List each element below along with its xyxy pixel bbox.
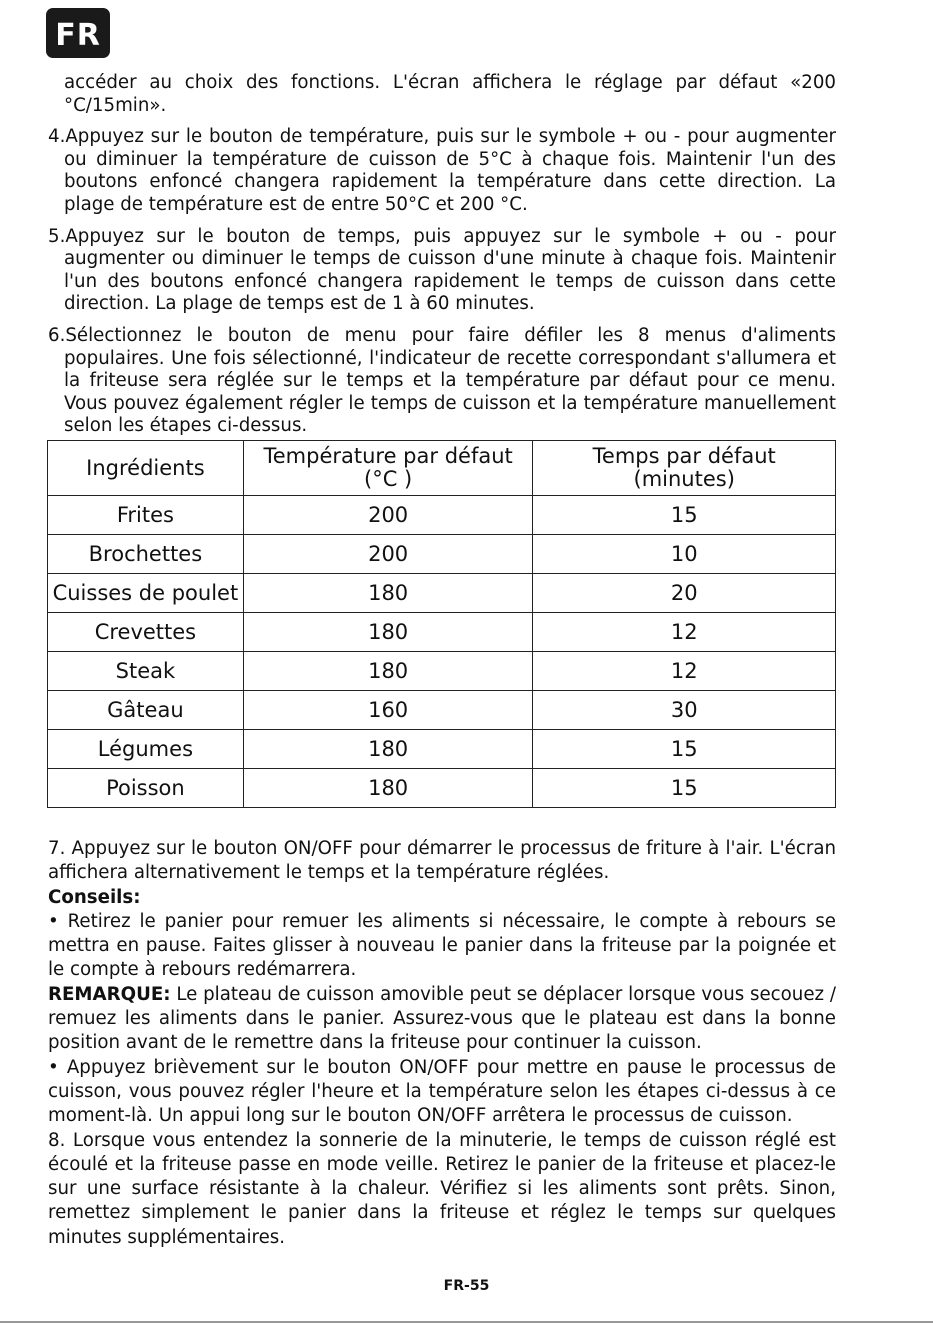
header-temperature — [243, 441, 533, 496]
header-time-line1: Temps par défaut — [592, 444, 776, 468]
cell-ingredient: Brochettes — [48, 535, 244, 574]
cell-time: 15 — [533, 769, 836, 808]
table-row — [48, 535, 836, 574]
instructions-bottom — [48, 837, 836, 1250]
remarque-paragraph — [48, 983, 836, 1056]
cell-ingredient: Steak — [48, 652, 244, 691]
default-settings-table — [47, 440, 836, 808]
cell-temperature: 200 — [243, 496, 533, 535]
cell-ingredient: Cuisses de poulet — [48, 574, 244, 613]
header-temperature-line1: Température par défaut — [263, 444, 513, 468]
table-row — [48, 730, 836, 769]
cell-temperature: 180 — [243, 574, 533, 613]
conseils-heading — [48, 886, 836, 910]
step-5: 5.Appuyez sur le bouton de temps, puis appuyez sur le symbole + ou - pour augmenter ou diminuer le temps de cuisson d'une minute à chaque fois. Maintenir l'un des boutons enfoncé changera rapidement le temps de cuisson dans cette direction. La plage de temps est de 1 à 60 minutes. — [48, 225, 836, 315]
header-ingredients: Ingrédients — [48, 441, 244, 496]
header-time-line2: (minutes) — [633, 467, 735, 491]
table-row — [48, 613, 836, 652]
cell-temperature: 160 — [243, 691, 533, 730]
cell-temperature: 180 — [243, 613, 533, 652]
table-row — [48, 691, 836, 730]
tip-pause: • Appuyez brièvement sur le bouton ON/OFF pour mettre en pause le processus de cuisson, vous pouvez régler l'heure et la température selon les étapes ci-dessus à ce moment-là. Un appui long sur le bouton ON/OFF arrêtera le processus de cuisson. — [48, 1056, 836, 1127]
cell-ingredient: Gâteau — [48, 691, 244, 730]
page-number: FR-55 — [443, 1278, 490, 1294]
cell-time: 10 — [533, 535, 836, 574]
cell-temperature: 200 — [243, 535, 533, 574]
cell-ingredient: Légumes — [48, 730, 244, 769]
step-7: 7. Appuyez sur le bouton ON/OFF pour démarrer le processus de friture à l'air. L'écran affichera alternativement le temps et la température réglées. — [48, 838, 836, 884]
instructions-top — [48, 72, 836, 438]
step-4: 4.Appuyez sur le bouton de température, puis sur le symbole + ou - pour augmenter ou diminuer la température de cuisson de 5°C à chaque fois. Maintenir l'un des boutons enfoncé changera rapidement la température dans cette direction. La plage de température est de entre 50°C et 200 °C. — [48, 126, 836, 215]
cell-time: 12 — [533, 652, 836, 691]
cell-temperature: 180 — [243, 730, 533, 769]
table-header-row — [48, 441, 836, 496]
table-row — [48, 652, 836, 691]
cell-time: 15 — [533, 730, 836, 769]
step-6: 6.Sélectionnez le bouton de menu pour faire défiler les 8 menus d'aliments populaires. Une fois sélectionné, l'indicateur de recette correspondant s'allumera et la friteuse sera réglée sur le temps et la température par défaut pour ce menu. Vous pouvez également régler le temps de cuisson et la température manuellement selon les étapes ci-dessus. — [48, 324, 836, 437]
conseils-title: Conseils: — [48, 886, 141, 908]
cell-time: 20 — [533, 574, 836, 613]
table-row — [48, 769, 836, 808]
remarque-label: REMARQUE: — [48, 983, 171, 1005]
cell-time: 15 — [533, 496, 836, 535]
cell-ingredient: Frites — [48, 496, 244, 535]
remarque-text: Le plateau de cuisson amovible peut se déplacer lorsque vous secouez / remuez les aliments dans le panier. Assurez-vous que le plateau est dans la bonne position avant de le remettre dans la friteuse pour continuer la cuisson. — [48, 983, 836, 1054]
language-badge: FR — [46, 8, 110, 58]
step-8: 8. Lorsque vous entendez la sonnerie de la minuterie, le temps de cuisson réglé est écoulé et la friteuse passe en mode veille. Retirez le panier de la friteuse et placez-le sur une surface résistante à la chaleur. Vérifiez si les aliments sont prêts. Sinon, remettez simplement le panier dans la friteuse et réglez le temps sur quelques minutes supplémentaires. — [48, 1129, 836, 1248]
header-time — [533, 441, 836, 496]
header-temperature-line2: (°C ) — [364, 467, 413, 491]
cell-time: 30 — [533, 691, 836, 730]
table-row — [48, 496, 836, 535]
table-row — [48, 574, 836, 613]
cell-temperature: 180 — [243, 769, 533, 808]
cell-time: 12 — [533, 613, 836, 652]
bottom-divider — [0, 1321, 933, 1323]
cell-ingredient: Crevettes — [48, 613, 244, 652]
cell-ingredient: Poisson — [48, 769, 244, 808]
intro-continuation: accéder au choix des fonctions. L'écran affichera le réglage par défaut «200 °C/15min». — [64, 72, 836, 116]
cell-temperature: 180 — [243, 652, 533, 691]
tip-basket: • Retirez le panier pour remuer les aliments si nécessaire, le compte à rebours se mettra en pause. Faites glisser à nouveau le panier dans la friteuse par la poignée et le compte à rebours redémarrera. — [48, 910, 836, 981]
